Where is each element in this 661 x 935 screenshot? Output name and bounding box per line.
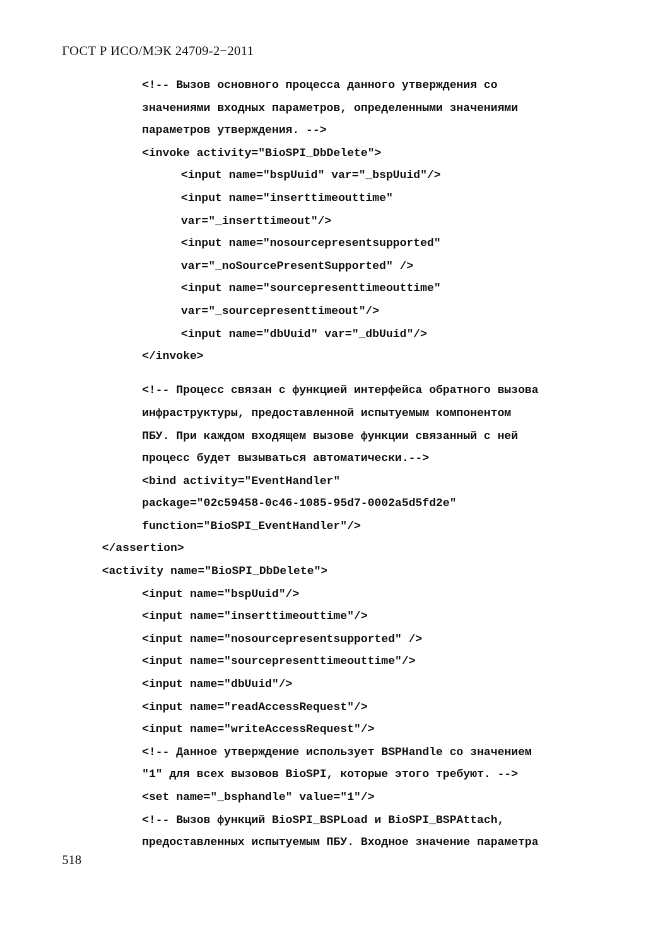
code-line: <input name="dbUuid"/> bbox=[142, 679, 293, 692]
code-line: процесс будет вызываться автоматически.--> bbox=[142, 453, 430, 466]
code-line: var="_sourcepresenttimeout"/> bbox=[181, 305, 380, 318]
code-line: <!-- Вызов основного процесса данного утверждения со bbox=[142, 80, 498, 92]
blank-line bbox=[0, 369, 661, 381]
code-line: параметров утверждения. --> bbox=[142, 125, 327, 138]
code-line: </invoke> bbox=[142, 351, 204, 364]
code-line: <input name="sourcepresenttimeouttime"/> bbox=[142, 656, 416, 669]
code-line: var="_inserttimeout"/> bbox=[181, 215, 332, 228]
code-line: инфраструктуры, предоставленной испытуемым компонентом bbox=[142, 407, 512, 420]
code-line: <input name="inserttimeouttime" bbox=[181, 192, 393, 205]
code-line: </assertion> bbox=[102, 543, 185, 556]
code-line: <input name="readAccessRequest"/> bbox=[142, 701, 368, 714]
code-line: <input name="nosourcepresentsupported" bbox=[181, 238, 441, 251]
code-line: <!-- Данное утверждение использует BSPHandle со значением bbox=[142, 746, 532, 759]
code-line: <input name="nosourcepresentsupported" /> bbox=[142, 633, 423, 646]
page-header: ГОСТ Р ИСО/МЭК 24709-2−2011 bbox=[62, 43, 254, 58]
code-line: function="BioSPI_EventHandler"/> bbox=[142, 520, 361, 533]
code-line: <input name="inserttimeouttime"/> bbox=[142, 611, 368, 624]
code-line: <input name="sourcepresenttimeouttime" bbox=[181, 283, 441, 296]
code-line: значениями входных параметров, определенными значениями bbox=[142, 102, 518, 115]
code-line: <input name="dbUuid" var="_dbUuid"/> bbox=[181, 328, 428, 341]
code-line: <set name="_bsphandle" value="1"/> bbox=[142, 792, 375, 804]
code-line: <!-- Вызов функций BioSPI_BSPLoad и BioSPI_BSPAttach, bbox=[142, 814, 505, 827]
code-line: <activity name="BioSPI_DbDelete"> bbox=[102, 566, 328, 579]
code-line: <input name="writeAccessRequest"/> bbox=[142, 724, 375, 737]
code-line: <input name="bspUuid"/> bbox=[142, 588, 300, 601]
code-line: предоставленных испытуемым ПБУ. Входное значение параметра bbox=[142, 837, 539, 850]
code-line: package="02c59458-0c46-1085-95d7-0002a5d5fd2e" bbox=[142, 498, 457, 511]
code-line: var="_noSourcePresentSupported" /> bbox=[181, 260, 414, 273]
code-line: <bind activity="EventHandler" bbox=[142, 475, 341, 488]
code-line: <invoke activity="BioSPI_DbDelete"> bbox=[142, 147, 382, 160]
code-line: "1" для всех вызовов BioSPI, которые этого требуют. --> bbox=[142, 769, 518, 782]
code-line: ПБУ. При каждом входящем вызове функции связанный с ней bbox=[142, 430, 518, 443]
page-number: 518 bbox=[62, 852, 82, 867]
code-line: <input name="bspUuid" var="_bspUuid"/> bbox=[181, 170, 441, 183]
code-line: <!-- Процесс связан с функцией интерфейса обратного вызова bbox=[142, 385, 539, 398]
code-listing bbox=[0, 75, 661, 855]
